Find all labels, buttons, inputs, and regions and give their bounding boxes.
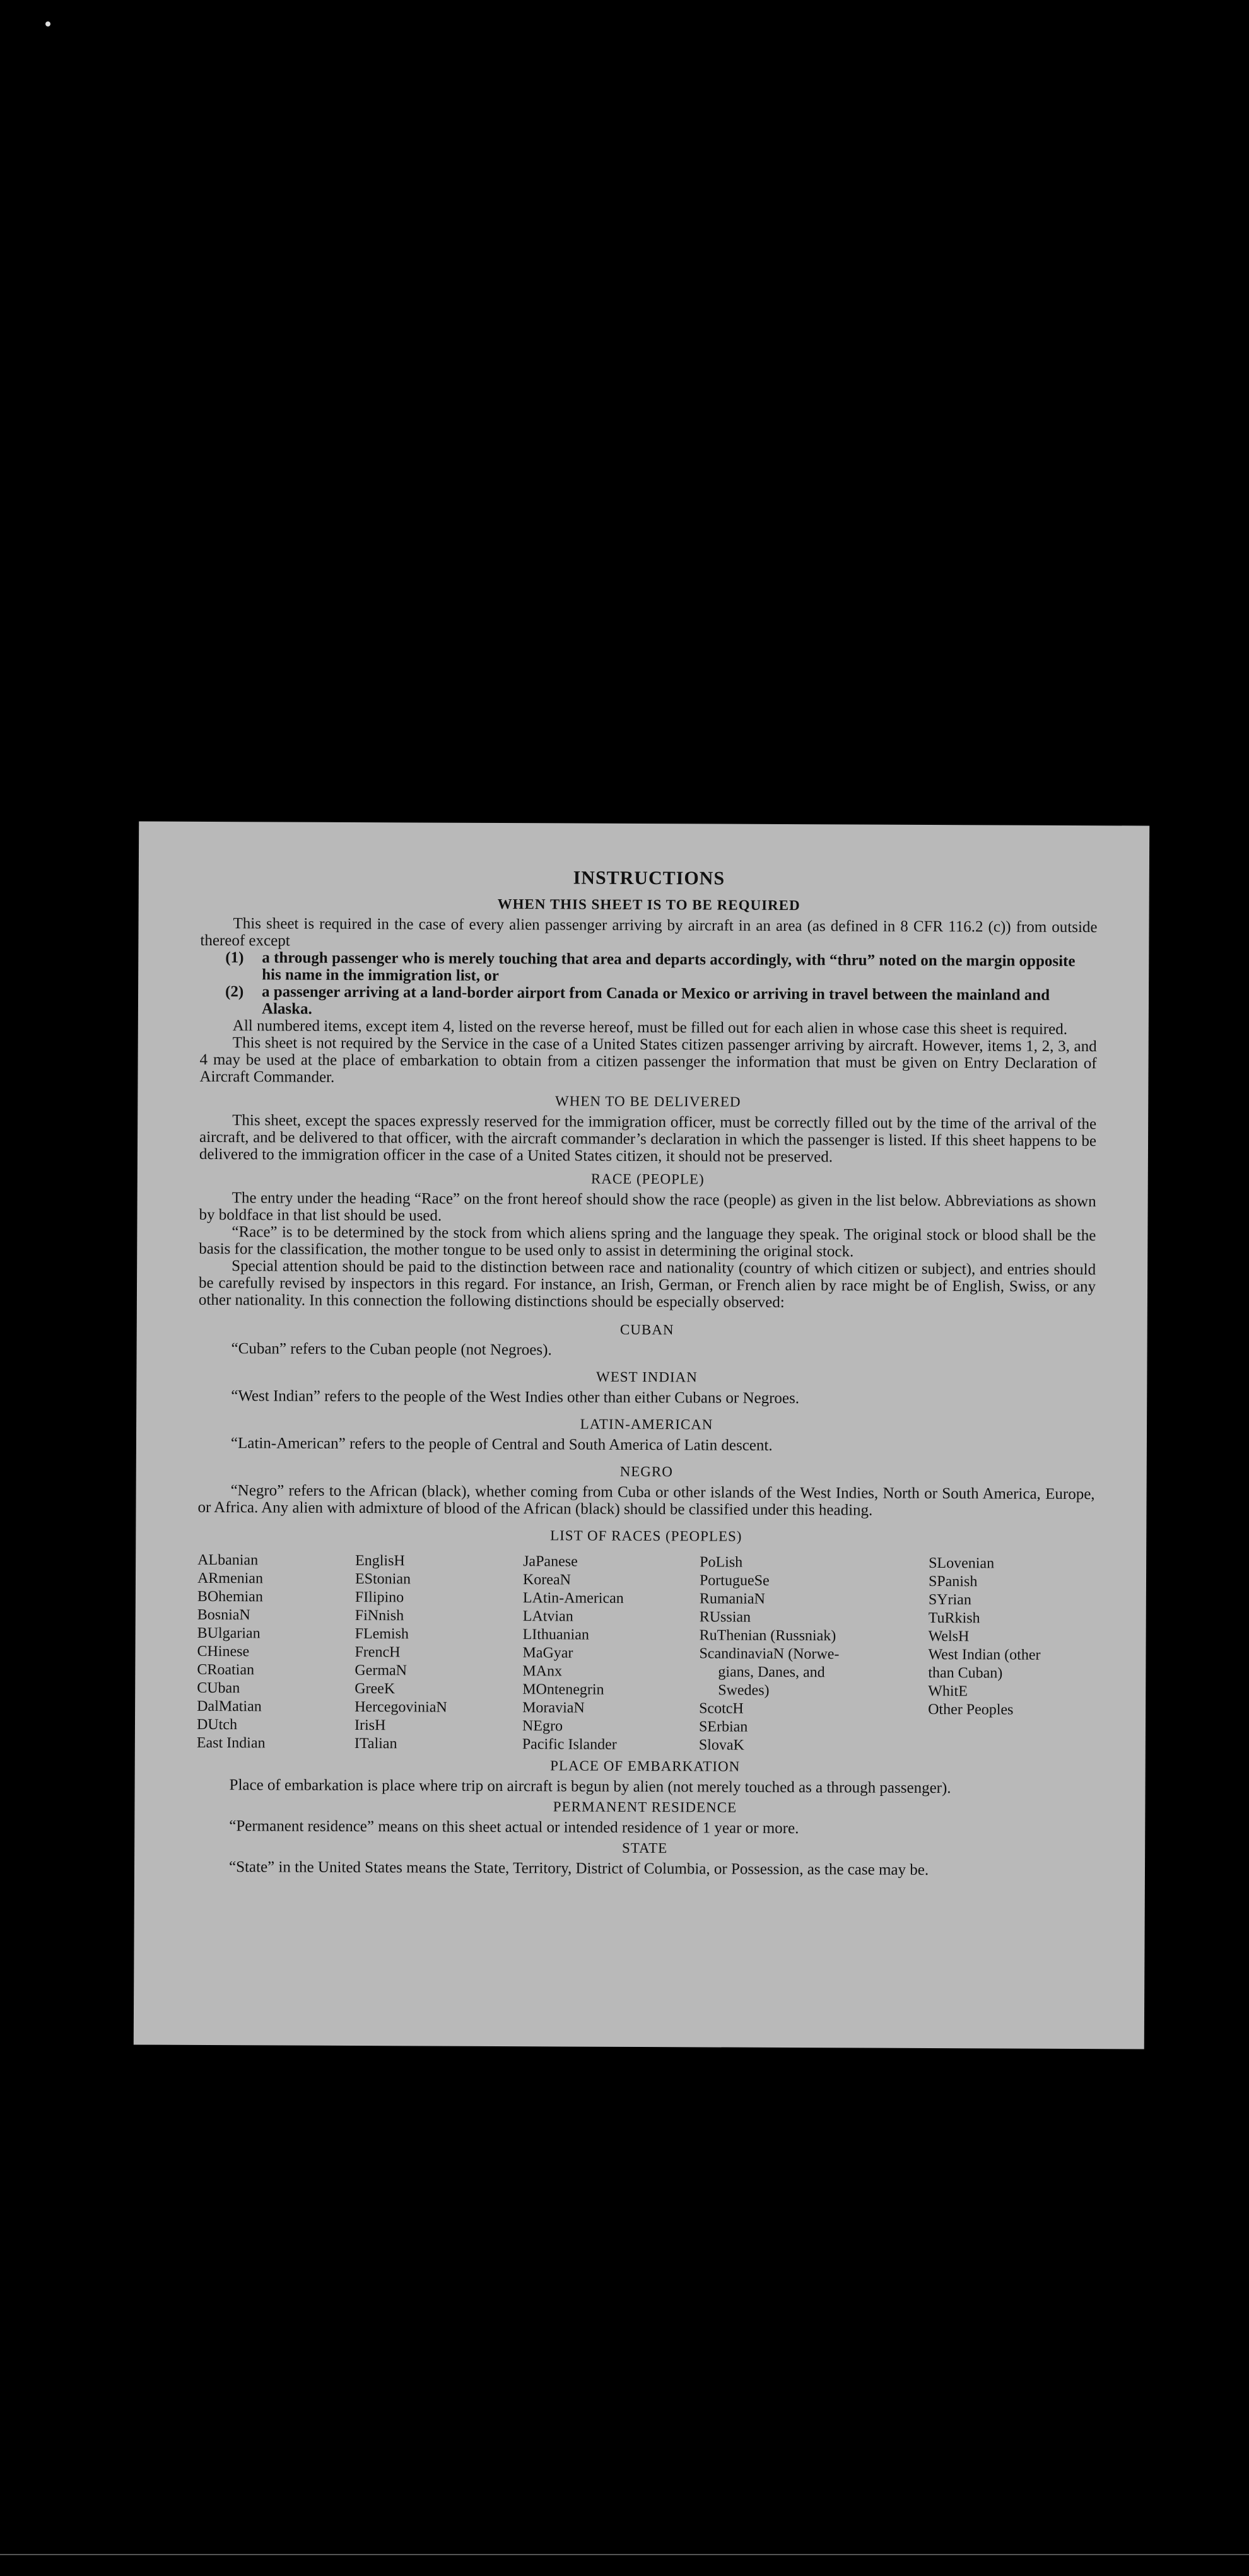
race-item: MOntenegrin	[522, 1681, 604, 1698]
list-item	[225, 949, 1097, 987]
instruction-sheet	[134, 822, 1149, 2049]
section-heading-delivered: WHEN TO BE DELIVERED	[555, 1093, 741, 1110]
race-item: SErbian	[698, 1718, 748, 1735]
race-item: FiNnish	[355, 1607, 404, 1624]
paragraph: The entry under the heading “Race” on the front hereof should show the race (people) as given in the list below. Abbreviations as shown by boldface in that list should be used.	[199, 1189, 1096, 1225]
race-item: EnglisH	[355, 1553, 405, 1570]
race-item: GreeK	[355, 1681, 396, 1698]
heading-west-indian: WEST INDIAN	[595, 1368, 698, 1385]
races-column-1	[197, 1551, 355, 1753]
race-item: ITalian	[354, 1735, 397, 1752]
race-item: ALbanian	[197, 1551, 259, 1569]
race-item: Swedes)	[718, 1682, 770, 1699]
race-item: CHinese	[197, 1643, 250, 1660]
race-item: SPanish	[928, 1573, 978, 1590]
race-item: NEgro	[522, 1718, 563, 1735]
race-item: RUssian	[699, 1609, 751, 1626]
race-item: WelsH	[928, 1628, 970, 1645]
section-heading-race: RACE (PEOPLE)	[590, 1170, 705, 1187]
race-item: BOhemian	[197, 1588, 263, 1606]
paragraph: “West Indian” refers to the people of the West Indies other than either Cubans or Negroes.	[231, 1387, 800, 1407]
race-item: JaPanese	[523, 1553, 578, 1570]
page-title: INSTRUCTIONS	[573, 867, 725, 889]
race-item: PortugueSe	[699, 1572, 770, 1589]
paragraph: “Cuban” refers to the Cuban people (not Negroes).	[231, 1340, 552, 1359]
film-edge-line	[0, 2554, 1249, 2555]
race-item: BosniaN	[197, 1606, 250, 1624]
paragraph: “Permanent residence” means on this sheet actual or intended residence of 1 year or more.	[229, 1817, 799, 1838]
item-text: a through passenger who is merely touching that area and departs accordingly, with “thru” noted on the margin opposite his name in the immigration list, or	[262, 949, 1076, 985]
paragraph: All numbered items, except item 4, listed on the reverse hereof, must be filled out for each alien in whose case this sheet is required.	[232, 1017, 1068, 1038]
race-item: GermaN	[355, 1662, 408, 1679]
paragraph: This sheet is not required by the Service in the case of a United States citizen passenger arriving by aircraft. However, items 1, 2, 3, and 4 may be used at the place of embarkation to obtain from a citizen passenger the information that must be given on Entry Declaration of Aircraft Commander.	[199, 1034, 1097, 1086]
races-column-4	[699, 1553, 929, 1756]
list-item	[225, 983, 1097, 1021]
race-item: LAtin-American	[522, 1590, 624, 1607]
race-item: PoLish	[700, 1554, 743, 1571]
races-column-5	[928, 1554, 1093, 1756]
item-number: (1)	[225, 949, 244, 967]
races-column-3	[522, 1553, 700, 1754]
heading-list-of-races: LIST OF RACES (PEOPLES)	[550, 1527, 742, 1544]
section-heading-required: WHEN THIS SHEET IS TO BE REQUIRED	[497, 895, 800, 914]
paragraph: This sheet, except the spaces expressly reserved for the immigration officer, must be correctly filled out by the time of the arrival of the aircraft, and be delivered to that officer, with the aircraft commander’s declaration in which the passenger is listed. If this sheet happens to be delivered to the immigration officer in the case of a United States citizen, it should not be preserved.	[199, 1112, 1097, 1166]
race-item: FLemish	[355, 1626, 409, 1643]
race-item: BUlgarian	[197, 1624, 261, 1642]
heading-place-of-embarkation: PLACE OF EMBARKATION	[550, 1757, 741, 1775]
race-item: ScandinaviaN (Norwe-	[699, 1645, 840, 1663]
race-item: ScotcH	[699, 1700, 744, 1717]
paragraph: “Latin-American” refers to the people of Central and South America of Latin descent.	[230, 1435, 773, 1454]
races-list	[197, 1551, 1094, 1756]
heading-latin-american: LATIN-AMERICAN	[580, 1416, 713, 1433]
race-item: gians, Danes, and	[718, 1664, 825, 1681]
paragraph: Place of embarkation is place where trip on aircraft is begun by alien (not merely touched as a through passenger).	[229, 1776, 951, 1797]
paragraph: “Negro” refers to the African (black), whether coming from Cuba or other islands of the West Indies, North or South America, Europe, or Africa. Any alien with admixture of blood of the African (black) should be classified under this heading.	[197, 1482, 1095, 1519]
race-item: WhitE	[928, 1682, 968, 1700]
race-item: LAtvian	[522, 1608, 573, 1625]
race-item: CRoatian	[197, 1661, 255, 1679]
race-item: Other Peoples	[928, 1701, 1014, 1718]
race-item: East Indian	[196, 1734, 266, 1752]
race-item: FrencH	[355, 1644, 401, 1661]
race-item: RumaniaN	[699, 1590, 765, 1607]
race-item: TuRkish	[928, 1609, 980, 1627]
race-item: KoreaN	[522, 1571, 572, 1588]
race-item: IrisH	[354, 1717, 386, 1734]
paragraph: “State” in the United States means the State, Territory, District of Columbia, or Possession, as the case may be.	[228, 1858, 929, 1879]
race-item: HercegoviniaN	[355, 1699, 447, 1716]
race-item: DUtch	[196, 1716, 238, 1734]
race-item: LIthuanian	[522, 1626, 589, 1643]
heading-cuban: CUBAN	[619, 1321, 674, 1338]
heading-permanent-residence: PERMANENT RESIDENCE	[553, 1798, 737, 1815]
paragraph: This sheet is required in the case of every alien passenger arriving by aircraft in an area (as defined in 8 CFR 116.2 (c)) from outside thereof except	[200, 915, 1098, 950]
heading-negro: NEGRO	[619, 1463, 673, 1480]
race-item: CUban	[197, 1679, 240, 1697]
race-item: RuThenian (Russniak)	[699, 1627, 836, 1645]
race-item: SYrian	[928, 1591, 971, 1609]
race-item: Pacific Islander	[522, 1736, 617, 1753]
paragraph: “Race” is to be determined by the stock from which aliens spring and the language they speak. The original stock or blood shall be the basis for the classification, the mother tongue to be used only to assist in determining the original stock.	[199, 1223, 1096, 1261]
race-item: than Cuban)	[928, 1664, 1003, 1682]
race-item: MaGyar	[522, 1645, 573, 1662]
race-item: MAnx	[522, 1663, 563, 1680]
race-item: SLovenian	[929, 1554, 995, 1572]
races-column-2	[355, 1552, 523, 1754]
film-speck	[45, 21, 50, 26]
race-item: ARmenian	[197, 1570, 264, 1587]
race-item: MoraviaN	[522, 1699, 585, 1716]
item-number: (2)	[225, 983, 244, 1001]
heading-state: STATE	[621, 1839, 668, 1856]
paragraph: Special attention should be paid to the distinction between race and nationality (country of which citizen or subject), and entries should be carefully revised by inspectors in this regard. For instance, an Irish, German, or French alien by race might be of English, Swiss, or any other nationality. In this connection the following distinctions should be especially observed:	[198, 1257, 1096, 1311]
race-item: West Indian (other	[928, 1646, 1041, 1664]
race-item: EStonian	[355, 1571, 411, 1588]
race-item: DalMatian	[197, 1698, 262, 1715]
race-item: FIlipino	[355, 1589, 404, 1606]
race-item: SlovaK	[698, 1737, 744, 1754]
item-text: a passenger arriving at a land-border airport from Canada or Mexico or arriving in travel between the mainland and Alaska.	[261, 983, 1050, 1018]
